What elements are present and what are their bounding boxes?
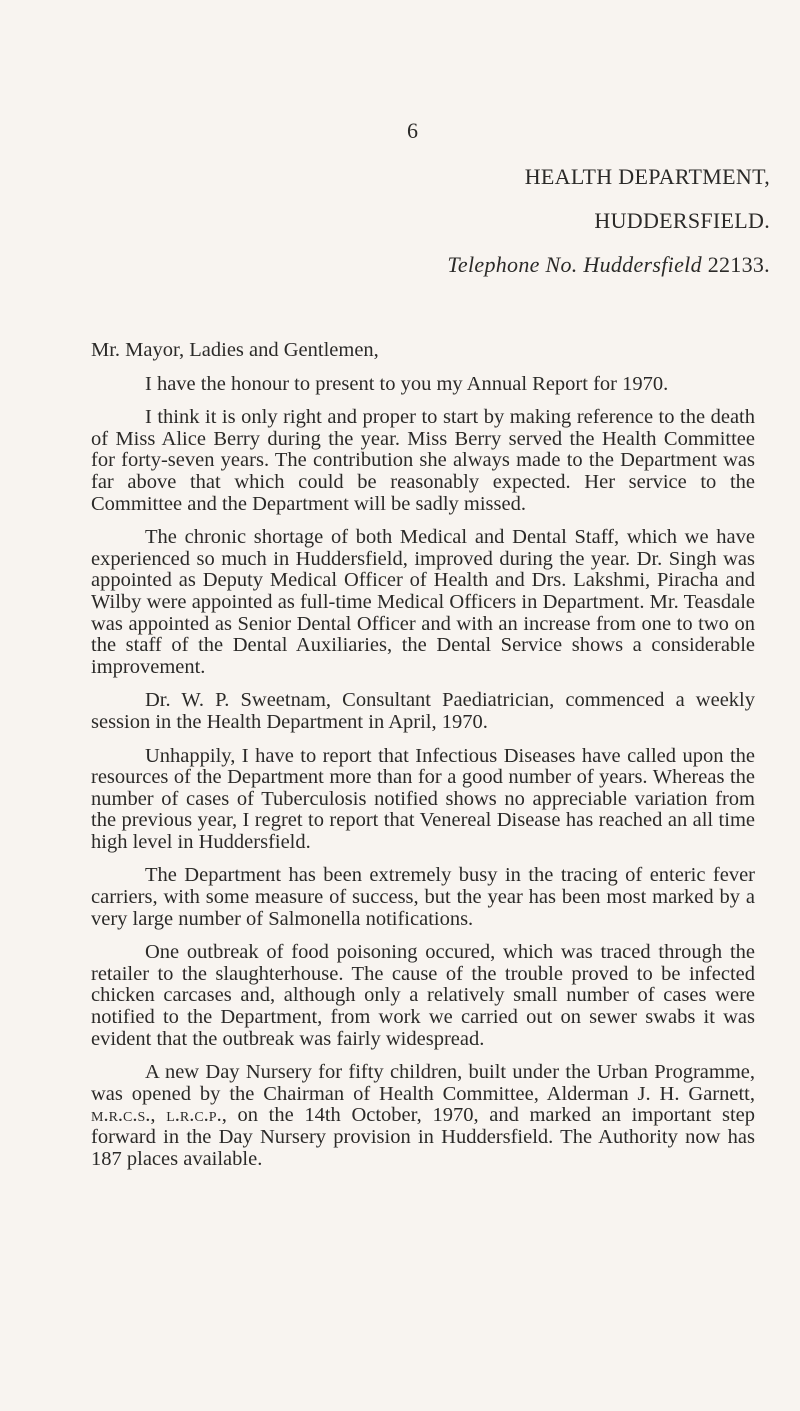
- department-name: HEALTH DEPARTMENT,: [524, 164, 770, 189]
- letter-body: [91, 340, 755, 1182]
- day-nursery-text-end: , on the 14th October, 1970, and marked an important step forward in the Day Nursery provision in Huddersfield. The Authority now has 187 places available.: [91, 1104, 755, 1170]
- paragraph-staffing: The chronic shortage of both Medical and Dental Staff, which we have experienced so much in Huddersfield, improved during the year. Dr. Singh was appointed as Deputy Medical Officer of Health and Drs. Lakshmi, Piracha and Wilby were appointed as full-time Medical Officers in Department. Mr. Teasdale was appointed as Senior Dental Officer and with an increase from one to two on the staff of the Dental Auxiliaries, the Dental Service shows a considerable improvement.: [91, 526, 755, 678]
- paragraph-intro: I have the honour to present to you my Annual Report for 1970.: [145, 372, 669, 395]
- town-name: HUDDERSFIELD.: [594, 208, 770, 233]
- qualification-mrcs: m.r.c.s.: [91, 1104, 151, 1127]
- salutation: Mr. Mayor, Ladies and Gentlemen,: [91, 339, 379, 361]
- paragraph-paediatrician: Dr. W. P. Sweetnam, Consultant Paediatrician, commenced a weekly session in the Health Department in April, 1970.: [91, 689, 755, 733]
- paragraph-day-nursery: [91, 1062, 755, 1170]
- day-nursery-text-start: A new Day Nursery for fifty children, built under the Urban Programme, was opened by the Chairman of Health Committee, Alderman J. H. Garnett,: [91, 1061, 755, 1105]
- qualification-separator: ,: [150, 1104, 167, 1127]
- paragraph-enteric-fever: The Department has been extremely busy in the tracing of enteric fever carriers, with some measure of success, but the year has been most marked by a very large number of Salmonella notifications.: [91, 864, 755, 930]
- telephone-label: Telephone No. Huddersfield: [447, 252, 702, 277]
- paragraph-food-poisoning: One outbreak of food poisoning occured, which was traced through the retailer to the slaughterhouse. The cause of the trouble proved to be infected chicken carcases and, although only a relatively small number of cases were notified to the Department, from work we carried out on sewer swabs it was evident that the outbreak was fairly widespread.: [91, 941, 755, 1050]
- page-number: 6: [407, 118, 418, 143]
- qualification-lrcp: l.r.c.p.: [166, 1104, 222, 1127]
- telephone-line: [447, 243, 770, 287]
- paragraph-infectious-diseases: Unhappily, I have to report that Infectious Diseases have called upon the resources of the Department more than for a good number of years. Whereas the number of cases of Tuberculosis notified shows no appreciable variation from the previous year, I regret to report that Venereal Disease has reached an all time high level in Huddersfield.: [91, 744, 755, 853]
- letterhead: [447, 155, 770, 287]
- telephone-number: 22133.: [707, 252, 770, 277]
- paragraph-obituary: I think it is only right and proper to start by making reference to the death of Miss Alice Berry during the year. Miss Berry served the Health Committee for forty-seven years. The contribution she always made to the Department was far above that which could be reasonably expected. Her service to the Committee and the Department will be sadly missed.: [91, 406, 755, 515]
